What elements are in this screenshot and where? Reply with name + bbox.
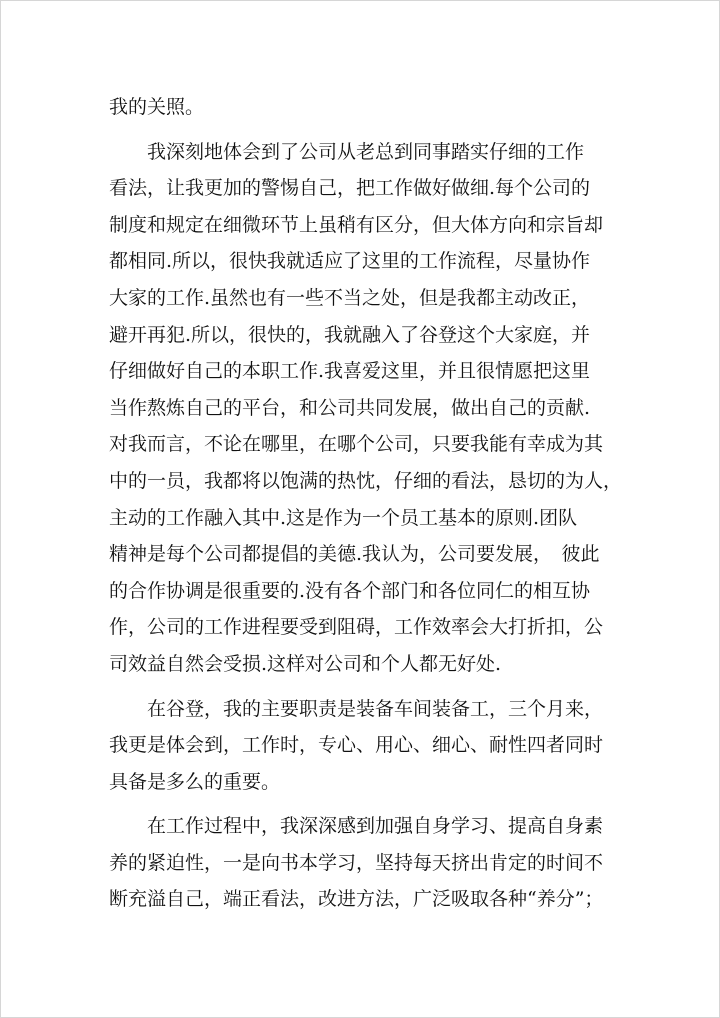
text-line: 都相同.所以，很快我就适应了这里的工作流程，尽量协作 <box>109 250 591 273</box>
text-line: 中的一员，我都将以饱满的热忱，仔细的看法，恳切的为人， <box>109 469 623 492</box>
document-body <box>109 89 623 918</box>
text-line: 精神是每个公司都提倡的美德.我认为，公司要发展， 彼此 <box>109 543 600 566</box>
text-line: 避开再犯.所以，很快的，我就融入了谷登这个大家庭，并 <box>109 323 591 346</box>
paragraph-gap <box>109 800 614 808</box>
text-line: 养的紧迫性，一是向书本学习，坚持每天挤出肯定的时间不 <box>109 851 604 874</box>
text-line: 断充溢自己，端正看法，改进方法，广泛吸取各种“养分”； <box>109 888 604 911</box>
text-line: 主动的工作融入其中.这是作为一个员工基本的原则.团队 <box>109 506 578 529</box>
text-line: 我深刻地体会到了公司从老总到同事踏实仔细的工作 <box>147 140 585 163</box>
paragraph-company-experience <box>109 134 623 683</box>
text-line: 的合作协调是很重要的.没有各个部门和各位同仁的相互协 <box>109 579 591 602</box>
text-line: 制度和规定在细微环节上虽稍有区分，但大体方向和宗旨却 <box>109 213 604 236</box>
text-line: 看法，让我更加的警惕自己，把工作做好做细.每个公司的 <box>109 177 591 200</box>
text-line: 当作熬炼自己的平台，和公司共同发展，做出自己的贡献. <box>109 396 591 419</box>
paragraph-continuation <box>109 89 614 126</box>
paragraph-self-study <box>109 808 614 918</box>
text-line: 在工作过程中，我深深感到加强自身学习、提高自身素 <box>147 815 604 838</box>
text-line: 大家的工作.虽然也有一些不当之处，但是我都主动改正， <box>109 286 591 309</box>
text-line: 具备是多么的重要。 <box>109 770 281 793</box>
text-line: 司效益自然会受损.这样对公司和个人都无好处. <box>109 652 502 675</box>
text-line: 我的关照。 <box>109 96 205 118</box>
text-line: 在谷登，我的主要职责是装备车间装备工，三个月来， <box>147 697 604 720</box>
paragraph-main-duties <box>109 691 614 801</box>
text-line: 仔细做好自己的本职工作.我喜爱这里，并且很情愿把这里 <box>109 360 591 383</box>
paragraph-gap <box>109 683 614 691</box>
text-line: 作，公司的工作进程要受到阻碍，工作效率会大打折扣，公 <box>109 616 604 639</box>
text-line: 我更是体会到，工作时，专心、用心、细心、耐性四者同时 <box>109 734 604 757</box>
text-line: 对我而言，不论在哪里，在哪个公司，只要我能有幸成为其 <box>109 433 604 456</box>
paragraph-gap <box>109 126 614 134</box>
